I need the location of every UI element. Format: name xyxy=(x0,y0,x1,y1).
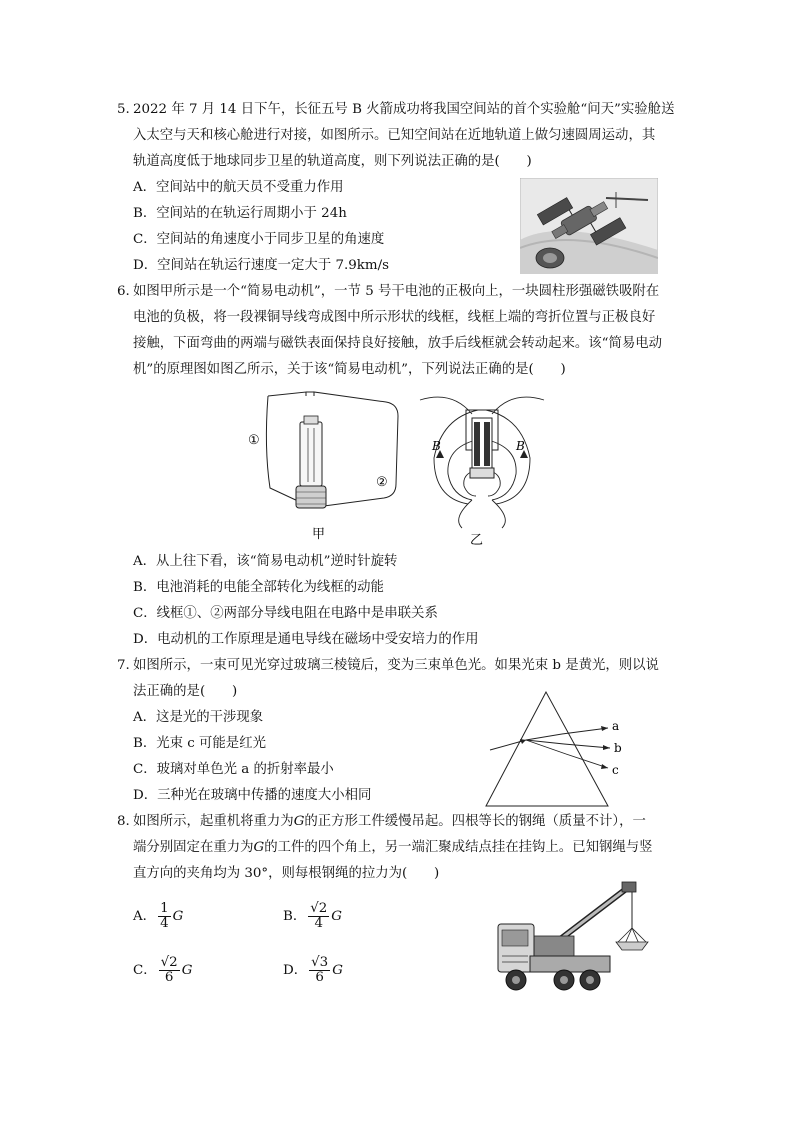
option-d[interactable]: D．空间站在轨运行速度一定大于 7.9km/s xyxy=(133,258,389,273)
question-number: 5. xyxy=(117,102,130,117)
question-stem-line: 端分别固定在重力为 xyxy=(133,840,254,855)
weight-symbol: G xyxy=(253,840,265,855)
question-stem-line: 轨道高度低于地球同步卫星的轨道高度，则下列说法正确的是( ) xyxy=(133,154,532,169)
option-d[interactable]: D．电动机的工作原理是通电导线在磁场中受安培力的作用 xyxy=(133,632,479,647)
question-stem-line: 电池的负极，将一段裸铜导线弯成图中所示形状的线框，线框上端的弯折位置与正极良好 xyxy=(133,310,656,325)
option-c[interactable]: C．玻璃对单色光 a 的折射率最小 xyxy=(133,762,334,777)
question-stem-line: 直方向的夹角均为 30°，则每根钢绳的拉力为( ) xyxy=(133,866,440,881)
option-d[interactable]: D． $\frac{√3}{6}$ G xyxy=(283,955,343,985)
label-beam-b: b xyxy=(614,741,622,755)
question-stem-line: 入太空与天和核心舱进行对接，如图所示。已知空间站在近地轨道上做匀速圆周运动，其 xyxy=(133,128,656,143)
label-jia: 甲 xyxy=(312,527,326,542)
question-stem-line: 机”的原理图如图乙所示，关于该“简易电动机”，下列说法正确的是( ) xyxy=(133,362,566,377)
question-number: 8. xyxy=(117,814,130,829)
label-beam-c: c xyxy=(612,763,619,777)
option-b[interactable]: B．空间站的在轨运行周期小于 24h xyxy=(133,206,347,221)
fraction: $\frac{√3}{6}$ xyxy=(311,955,329,985)
option-a[interactable]: A．从上往下看，该“简易电动机”逆时针旋转 xyxy=(133,554,398,569)
question-stem-line: 如图甲所示是一个“简易电动机”，一节 5 号干电池的正极向上，一块圆柱形强磁铁吸附在 xyxy=(133,284,660,299)
question-stem-line: 的工件的四个角上，另一端汇聚成结点挂在挂钩上。已知钢绳与竖 xyxy=(264,840,653,855)
label-b-right: B xyxy=(516,439,525,453)
question-6 xyxy=(117,279,697,383)
label-circle-1: ① xyxy=(248,433,260,448)
crane-truck-figure xyxy=(494,880,664,1000)
motor-figure-jia xyxy=(248,388,408,544)
option-c[interactable]: C．空间站的角速度小于同步卫星的角速度 xyxy=(133,232,385,247)
option-b[interactable]: B．电池消耗的电能全部转化为线框的动能 xyxy=(133,580,384,595)
question-8 xyxy=(117,809,697,887)
fraction: $\frac{√2}{6}$ xyxy=(160,955,178,985)
option-c[interactable]: C．线框①、②两部分导线电阻在电路中是串联关系 xyxy=(133,606,438,621)
space-station-photo xyxy=(520,178,658,274)
question-number: 6. xyxy=(117,284,130,299)
question-stem-line: 法正确的是( ) xyxy=(133,684,238,699)
label-b-left: B xyxy=(432,439,441,453)
label-circle-2: ② xyxy=(376,475,388,490)
fraction: $\frac{√2}{4}$ xyxy=(310,901,328,931)
option-d[interactable]: D．三种光在玻璃中传播的速度大小相同 xyxy=(133,788,372,803)
option-b[interactable]: B． $\frac{√2}{4}$ G xyxy=(283,901,342,931)
question-5 xyxy=(117,97,697,175)
option-a[interactable]: A．这是光的干涉现象 xyxy=(133,710,264,725)
fraction: $\frac{1}{4}$ xyxy=(160,901,169,931)
question-stem-line: 2022 年 7 月 14 日下午，长征五号 B 火箭成功将我国空间站的首个实验舱“问天”实验舱送 xyxy=(133,102,675,117)
motor-figure-yi xyxy=(412,388,552,548)
question-stem-line: 如图所示，一束可见光穿过玻璃三棱镜后，变为三束单色光。如果光束 b 是黄光，则以说 xyxy=(133,658,659,673)
option-c[interactable]: C． $\frac{√2}{6}$ G xyxy=(133,955,193,985)
question-stem-line: 如图所示，起重机将重力为 xyxy=(133,814,294,829)
question-number: 7. xyxy=(117,658,130,673)
question-stem-line: 接触，下面弯曲的两端与磁铁表面保持良好接触，放手后线框就会转动起来。该“简易电动 xyxy=(133,336,663,351)
option-b[interactable]: B．光束 c 可能是红光 xyxy=(133,736,266,751)
option-a[interactable]: A．空间站中的航天员不受重力作用 xyxy=(133,180,344,195)
option-a[interactable]: A． $\frac{1}{4}$ G xyxy=(133,901,184,931)
prism-figure xyxy=(480,688,630,810)
label-yi: 乙 xyxy=(470,533,484,548)
question-stem-line: 的正方形工件缓慢吊起。四根等长的钢绳（质量不计），一 xyxy=(304,814,646,829)
label-beam-a: a xyxy=(612,719,620,733)
weight-symbol: G xyxy=(293,814,305,829)
